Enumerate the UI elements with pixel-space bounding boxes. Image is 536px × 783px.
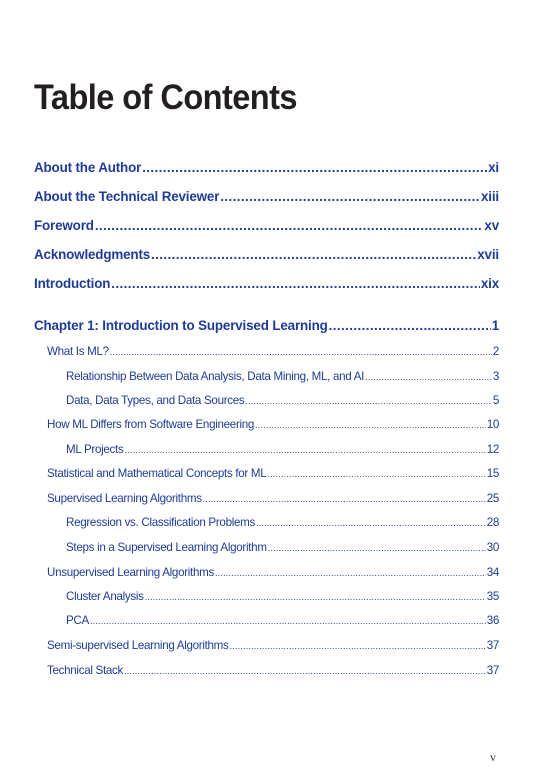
toc-entry-page: xiii	[480, 189, 499, 204]
toc-entry-technical-stack[interactable]	[47, 664, 499, 677]
dot-leader	[329, 318, 491, 333]
toc-entry-label: Statistical and Mathematical Concepts for ML	[47, 467, 267, 480]
toc-entry-semi-supervised[interactable]	[47, 639, 499, 652]
toc-entry-page: 34	[486, 566, 499, 579]
toc-entry-technical-reviewer[interactable]	[34, 189, 499, 204]
toc-entry-steps-supervised[interactable]	[66, 541, 499, 554]
dot-leader	[256, 518, 486, 528]
toc-entry-page: 15	[486, 467, 499, 480]
dot-leader	[220, 189, 480, 204]
toc-entry-page: xvii	[477, 247, 499, 262]
toc-entry-page: 37	[486, 639, 499, 652]
toc-entry-label: Regression vs. Classification Problems	[66, 516, 255, 529]
toc-entry-label: Data, Data Types, and Data Sources	[66, 394, 245, 407]
toc-entry-label: Acknowledgments	[34, 247, 151, 262]
toc-entry-cluster-analysis[interactable]	[66, 590, 499, 603]
toc-entry-page: 2	[492, 345, 499, 358]
toc-entry-page: 36	[486, 614, 499, 627]
toc-entry-page: 37	[486, 664, 499, 677]
toc-entry-supervised-algorithms[interactable]	[47, 492, 499, 505]
dot-leader	[142, 160, 487, 175]
toc-entry-label: Semi-supervised Learning Algorithms	[47, 639, 229, 652]
dot-leader	[90, 616, 486, 626]
dot-leader	[255, 420, 486, 430]
dot-leader	[145, 592, 486, 602]
dot-leader	[230, 641, 486, 651]
toc-entry-regression-vs-classification[interactable]	[66, 516, 499, 529]
toc-entry-label: Introduction	[34, 276, 111, 291]
toc-entry-label: Unsupervised Learning Algorithms	[47, 566, 214, 579]
toc-entry-label: About the Author	[34, 160, 142, 175]
toc-entry-about-author[interactable]	[34, 160, 499, 175]
toc-entry-label: What Is ML?	[47, 345, 109, 358]
toc-entry-acknowledgments[interactable]	[34, 247, 499, 262]
toc-entry-page: xix	[480, 276, 499, 291]
toc-entry-label: About the Technical Reviewer	[34, 189, 220, 204]
toc-entry-label: PCA	[66, 614, 89, 627]
dot-leader	[110, 347, 492, 357]
toc-entry-label: Chapter 1: Introduction to Supervised Learning	[34, 318, 328, 333]
toc-entry-what-is-ml[interactable]	[47, 345, 499, 358]
toc-entry-label: Cluster Analysis	[66, 590, 144, 603]
dot-leader	[124, 445, 485, 455]
toc-entry-chapter-1[interactable]	[34, 318, 499, 333]
toc-entry-pca[interactable]	[66, 614, 499, 627]
toc-entry-page: xi	[488, 160, 499, 175]
dot-leader	[151, 247, 476, 262]
toc-entry-label: Relationship Between Data Analysis, Data Mining, ML, and AI	[66, 370, 365, 383]
page-title: Table of Contents	[34, 78, 297, 117]
page-number: v	[490, 750, 496, 764]
toc-entry-unsupervised-algorithms[interactable]	[47, 566, 499, 579]
dot-leader	[203, 494, 486, 504]
toc-entry-label: Foreword	[34, 218, 94, 233]
toc-entry-page: 10	[486, 418, 499, 431]
toc-entry-statistical-concepts[interactable]	[47, 467, 499, 480]
dot-leader	[95, 218, 484, 233]
dot-leader	[124, 666, 486, 676]
toc-entry-foreword[interactable]	[34, 218, 499, 233]
dot-leader	[267, 469, 485, 479]
toc-entry-relationship-data-analysis[interactable]	[66, 370, 499, 383]
dot-leader	[215, 568, 486, 578]
toc-entry-ml-projects[interactable]	[66, 443, 499, 456]
toc-entry-page: 28	[486, 516, 499, 529]
toc-entry-page: 25	[486, 492, 499, 505]
toc-entry-page: 5	[492, 394, 499, 407]
dot-leader	[268, 543, 486, 553]
dot-leader	[365, 372, 492, 382]
toc-entry-page: 30	[486, 541, 499, 554]
dot-leader	[111, 276, 480, 291]
toc-entry-page: 3	[492, 370, 499, 383]
toc-entry-label: Steps in a Supervised Learning Algorithm	[66, 541, 267, 554]
toc-entry-label: Supervised Learning Algorithms	[47, 492, 202, 505]
toc-entry-label: How ML Differs from Software Engineering	[47, 418, 255, 431]
toc-entry-data-types-sources[interactable]	[66, 394, 499, 407]
toc-entry-label: ML Projects	[66, 443, 124, 456]
toc-entry-ml-vs-software-engineering[interactable]	[47, 418, 499, 431]
toc-entry-page: 35	[486, 590, 499, 603]
toc-entry-page: 12	[486, 443, 499, 456]
toc-entry-label: Technical Stack	[47, 664, 124, 677]
toc-entry-introduction[interactable]	[34, 276, 499, 291]
dot-leader	[245, 396, 491, 406]
toc-entry-page: 1	[491, 318, 499, 333]
toc-entry-page: xv	[484, 218, 499, 233]
